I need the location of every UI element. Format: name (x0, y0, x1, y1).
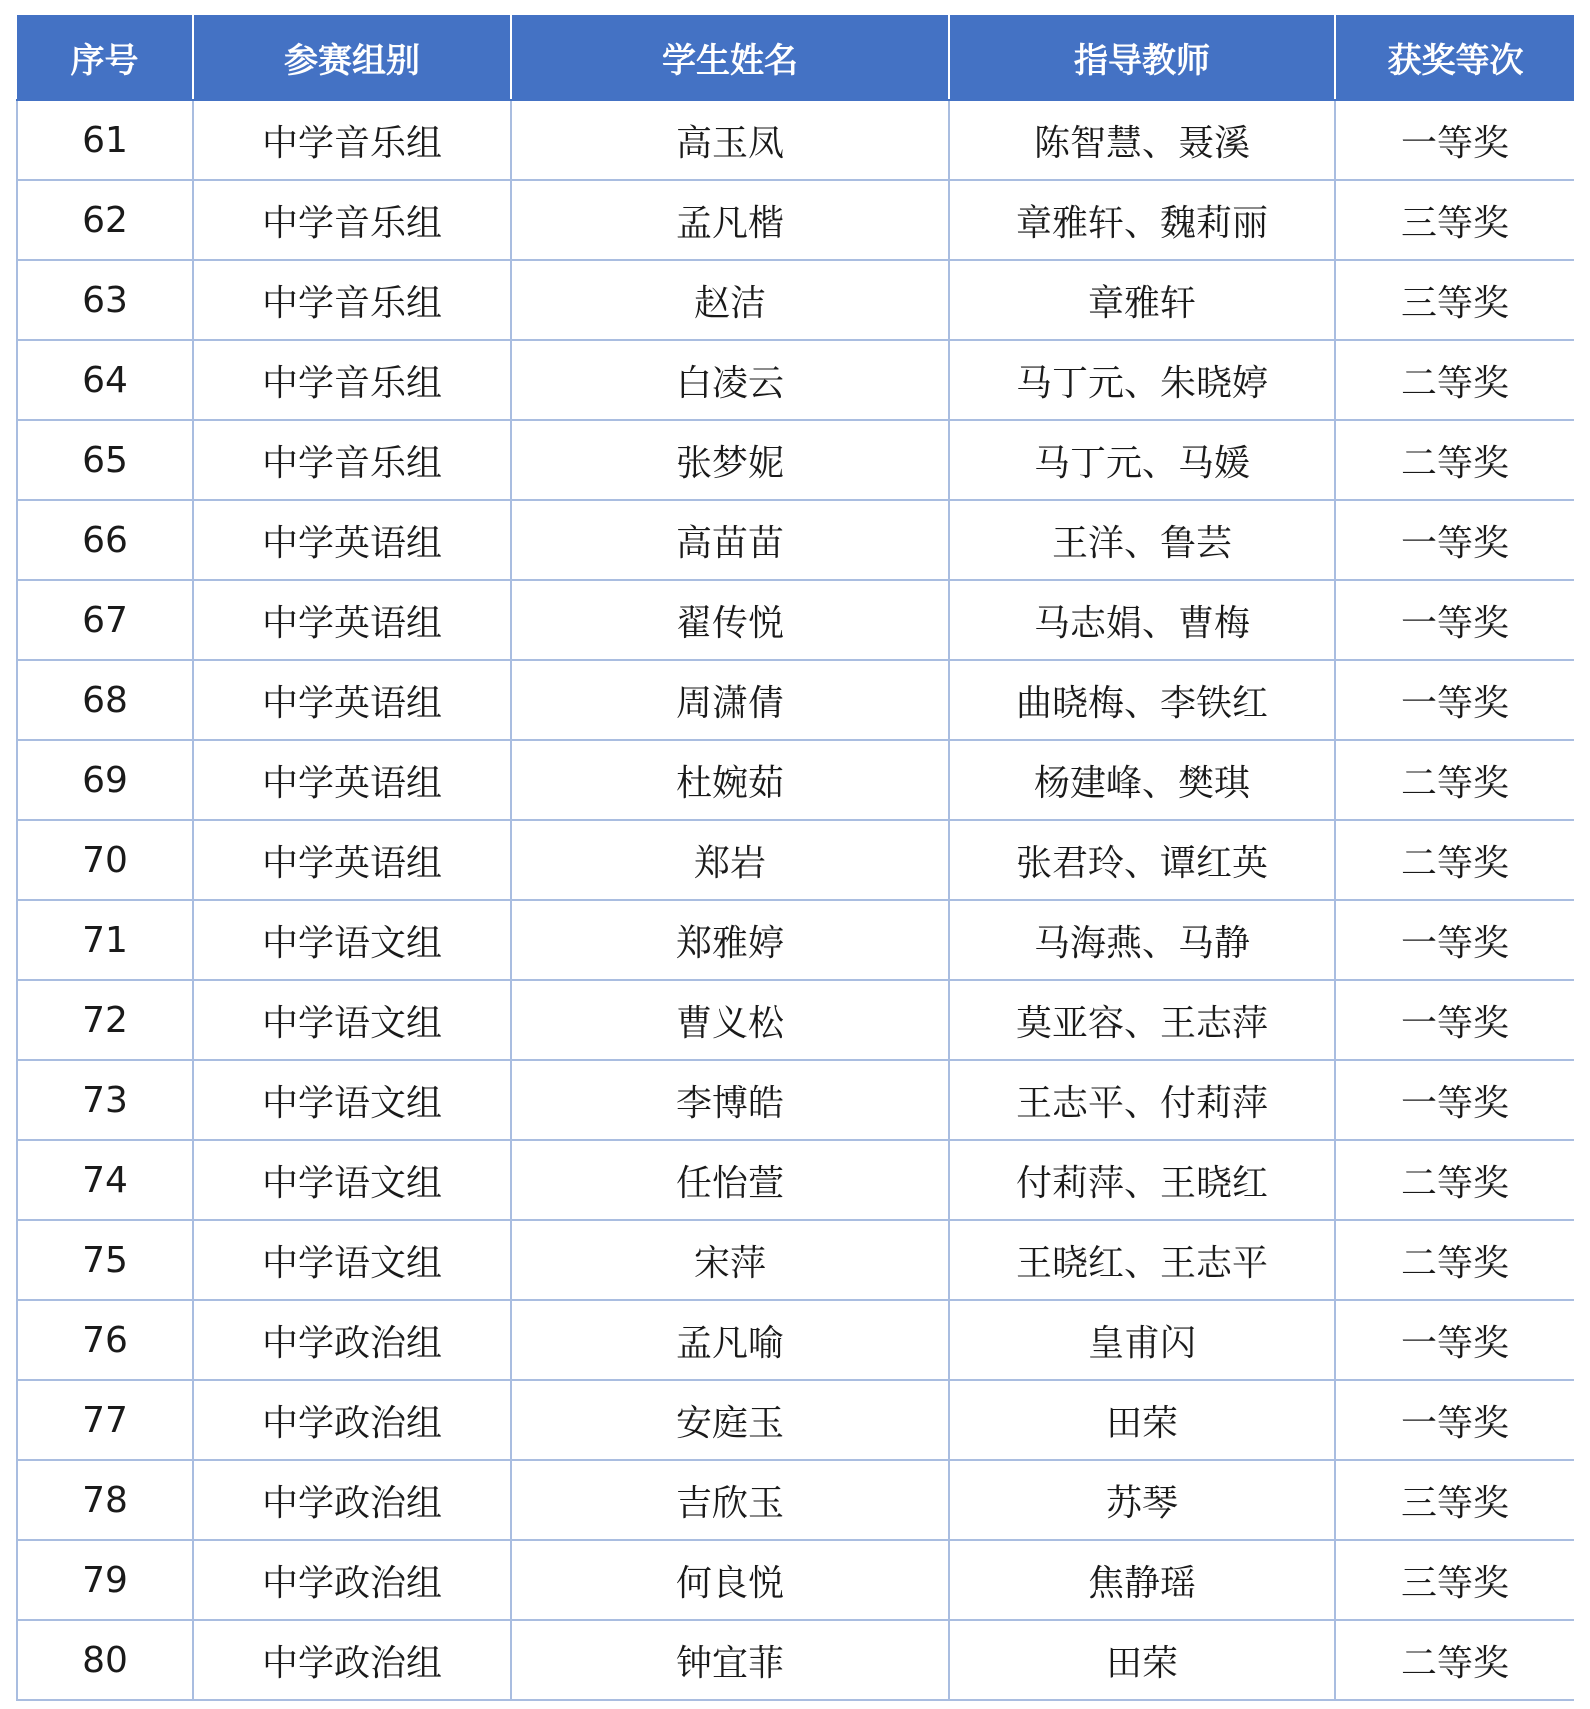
student-name-cell: 杜婉茹 (511, 740, 949, 820)
award-level-cell: 一等奖 (1335, 100, 1574, 180)
instructor-cell: 莫亚容、王志萍 (949, 980, 1335, 1060)
competition-group-cell: 中学语文组 (193, 900, 511, 980)
table-row (17, 980, 1574, 1060)
award-level-cell: 一等奖 (1335, 980, 1574, 1060)
competition-group-cell: 中学语文组 (193, 980, 511, 1060)
serial-number-cell: 75 (17, 1220, 193, 1300)
competition-group-cell: 中学语文组 (193, 1140, 511, 1220)
table-body (17, 100, 1574, 1700)
table-row (17, 1220, 1574, 1300)
table-row (17, 1300, 1574, 1380)
serial-number-cell: 62 (17, 180, 193, 260)
awards-table-container (16, 15, 1574, 1709)
instructor-cell: 王志平、付莉萍 (949, 1060, 1335, 1140)
student-name-cell: 何良悦 (511, 1540, 949, 1620)
student-name-cell: 白凌云 (511, 340, 949, 420)
serial-number-cell: 67 (17, 580, 193, 660)
award-level-cell: 三等奖 (1335, 1540, 1574, 1620)
instructor-cell: 陈智慧、聂溪 (949, 100, 1335, 180)
instructor-cell: 马志娟、曹梅 (949, 580, 1335, 660)
instructor-cell: 马丁元、朱晓婷 (949, 340, 1335, 420)
header-serial-number: 序号 (17, 15, 193, 100)
serial-number-cell: 77 (17, 1380, 193, 1460)
table-row (17, 900, 1574, 980)
table-row (17, 1380, 1574, 1460)
competition-group-cell: 中学音乐组 (193, 260, 511, 340)
serial-number-cell: 73 (17, 1060, 193, 1140)
serial-number-cell: 71 (17, 900, 193, 980)
student-name-cell: 安庭玉 (511, 1380, 949, 1460)
serial-number-cell: 65 (17, 420, 193, 500)
student-name-cell: 赵洁 (511, 260, 949, 340)
award-level-cell: 二等奖 (1335, 420, 1574, 500)
instructor-cell: 曲晓梅、李铁红 (949, 660, 1335, 740)
award-level-cell: 二等奖 (1335, 1140, 1574, 1220)
instructor-cell: 杨建峰、樊琪 (949, 740, 1335, 820)
serial-number-cell: 80 (17, 1620, 193, 1700)
award-level-cell: 一等奖 (1335, 660, 1574, 740)
table-header (17, 15, 1574, 100)
awards-table (16, 15, 1574, 1701)
table-row (17, 420, 1574, 500)
serial-number-cell: 79 (17, 1540, 193, 1620)
table-row (17, 1460, 1574, 1540)
award-level-cell: 二等奖 (1335, 340, 1574, 420)
instructor-cell: 章雅轩、魏莉丽 (949, 180, 1335, 260)
student-name-cell: 周潇倩 (511, 660, 949, 740)
award-level-cell: 二等奖 (1335, 1620, 1574, 1700)
table-row (17, 180, 1574, 260)
table-row (17, 1140, 1574, 1220)
instructor-cell: 马丁元、马媛 (949, 420, 1335, 500)
competition-group-cell: 中学英语组 (193, 500, 511, 580)
student-name-cell: 孟凡楷 (511, 180, 949, 260)
student-name-cell: 张梦妮 (511, 420, 949, 500)
student-name-cell: 郑岩 (511, 820, 949, 900)
header-row (17, 15, 1574, 100)
award-level-cell: 一等奖 (1335, 1380, 1574, 1460)
instructor-cell: 田荣 (949, 1380, 1335, 1460)
table-row (17, 1060, 1574, 1140)
award-level-cell: 三等奖 (1335, 1460, 1574, 1540)
header-instructor: 指导教师 (949, 15, 1335, 100)
student-name-cell: 宋萍 (511, 1220, 949, 1300)
table-row (17, 580, 1574, 660)
serial-number-cell: 78 (17, 1460, 193, 1540)
competition-group-cell: 中学政治组 (193, 1540, 511, 1620)
student-name-cell: 高苗苗 (511, 500, 949, 580)
serial-number-cell: 74 (17, 1140, 193, 1220)
award-level-cell: 一等奖 (1335, 900, 1574, 980)
student-name-cell: 高玉凤 (511, 100, 949, 180)
award-level-cell: 一等奖 (1335, 580, 1574, 660)
instructor-cell: 苏琴 (949, 1460, 1335, 1540)
instructor-cell: 王晓红、王志平 (949, 1220, 1335, 1300)
award-level-cell: 二等奖 (1335, 1220, 1574, 1300)
competition-group-cell: 中学英语组 (193, 660, 511, 740)
serial-number-cell: 68 (17, 660, 193, 740)
student-name-cell: 李博皓 (511, 1060, 949, 1140)
award-level-cell: 一等奖 (1335, 1060, 1574, 1140)
table-row (17, 260, 1574, 340)
serial-number-cell: 64 (17, 340, 193, 420)
competition-group-cell: 中学音乐组 (193, 180, 511, 260)
serial-number-cell: 61 (17, 100, 193, 180)
competition-group-cell: 中学政治组 (193, 1460, 511, 1540)
competition-group-cell: 中学政治组 (193, 1300, 511, 1380)
table-row (17, 1620, 1574, 1700)
instructor-cell: 王洋、鲁芸 (949, 500, 1335, 580)
student-name-cell: 翟传悦 (511, 580, 949, 660)
header-award-level: 获奖等次 (1335, 15, 1574, 100)
header-student-name: 学生姓名 (511, 15, 949, 100)
award-level-cell: 二等奖 (1335, 820, 1574, 900)
award-level-cell: 三等奖 (1335, 260, 1574, 340)
table-row (17, 1540, 1574, 1620)
serial-number-cell: 76 (17, 1300, 193, 1380)
table-row (17, 820, 1574, 900)
instructor-cell: 付莉萍、王晓红 (949, 1140, 1335, 1220)
competition-group-cell: 中学音乐组 (193, 100, 511, 180)
serial-number-cell: 63 (17, 260, 193, 340)
instructor-cell: 张君玲、谭红英 (949, 820, 1335, 900)
instructor-cell: 章雅轩 (949, 260, 1335, 340)
award-level-cell: 二等奖 (1335, 740, 1574, 820)
instructor-cell: 马海燕、马静 (949, 900, 1335, 980)
table-row (17, 740, 1574, 820)
serial-number-cell: 66 (17, 500, 193, 580)
competition-group-cell: 中学语文组 (193, 1220, 511, 1300)
competition-group-cell: 中学语文组 (193, 1060, 511, 1140)
serial-number-cell: 70 (17, 820, 193, 900)
student-name-cell: 曹义松 (511, 980, 949, 1060)
student-name-cell: 钟宜菲 (511, 1620, 949, 1700)
award-level-cell: 一等奖 (1335, 1300, 1574, 1380)
award-level-cell: 三等奖 (1335, 180, 1574, 260)
student-name-cell: 孟凡喻 (511, 1300, 949, 1380)
competition-group-cell: 中学音乐组 (193, 420, 511, 500)
student-name-cell: 任怡萱 (511, 1140, 949, 1220)
competition-group-cell: 中学英语组 (193, 740, 511, 820)
serial-number-cell: 69 (17, 740, 193, 820)
competition-group-cell: 中学政治组 (193, 1380, 511, 1460)
competition-group-cell: 中学英语组 (193, 580, 511, 660)
competition-group-cell: 中学政治组 (193, 1620, 511, 1700)
instructor-cell: 焦静瑶 (949, 1540, 1335, 1620)
instructor-cell: 田荣 (949, 1620, 1335, 1700)
student-name-cell: 吉欣玉 (511, 1460, 949, 1540)
instructor-cell: 皇甫闪 (949, 1300, 1335, 1380)
table-row (17, 500, 1574, 580)
award-level-cell: 一等奖 (1335, 500, 1574, 580)
competition-group-cell: 中学英语组 (193, 820, 511, 900)
table-row (17, 340, 1574, 420)
table-row (17, 100, 1574, 180)
competition-group-cell: 中学音乐组 (193, 340, 511, 420)
serial-number-cell: 72 (17, 980, 193, 1060)
table-row (17, 660, 1574, 740)
student-name-cell: 郑雅婷 (511, 900, 949, 980)
header-competition-group: 参赛组别 (193, 15, 511, 100)
